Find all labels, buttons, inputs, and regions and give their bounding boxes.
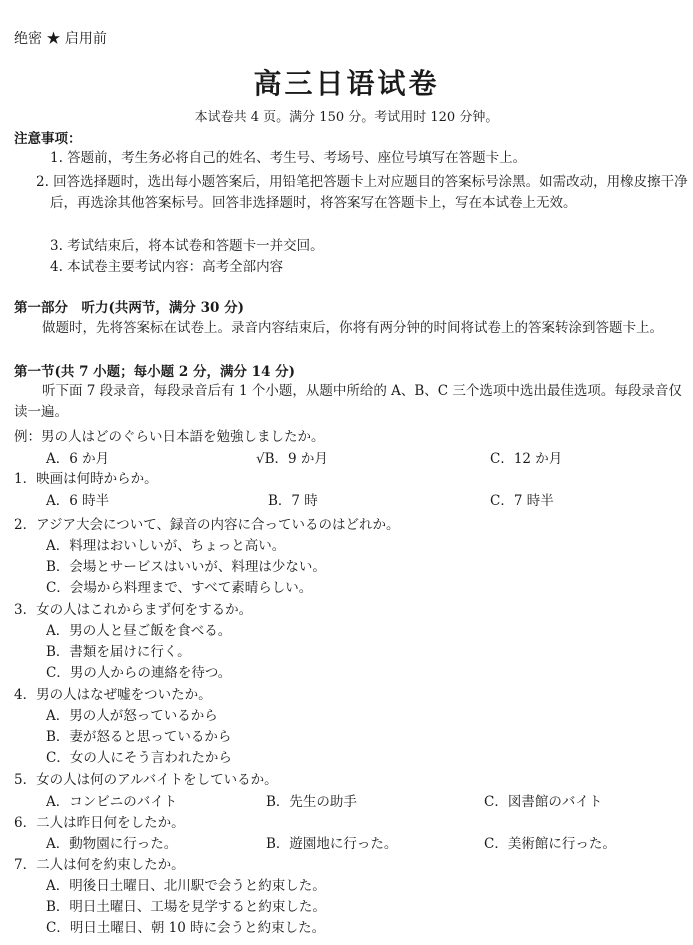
option-6c: C．美術館に行った。 (484, 836, 616, 852)
example-option-c: C．12 か月 (490, 451, 563, 467)
option-3a: A．男の人と昼ご飯を食べる。 (46, 623, 232, 639)
option-2a: A．料理はおいしいが、ちょっと高い。 (46, 538, 286, 554)
section1-instruction: 听下面 7 段录音，每段录音后有 1 个小题，从题中所给的 A、B、C 三个选项中选出最佳选项。每段录音仅读一遍。 (14, 383, 682, 420)
secrecy-label: 绝密 ★ 启用前 (14, 31, 107, 47)
option-3b: B．書類を届けに行く。 (46, 644, 191, 660)
option-4b: B．妻が怒ると思っているから (46, 729, 232, 745)
option-2c: C．会場から料理まで、すべて素晴らしい。 (46, 580, 313, 596)
option-5b: B．先生の助手 (266, 794, 357, 810)
question-1: 1．映画は何時からか。 (14, 471, 158, 487)
option-1b: B．7 時 (268, 493, 318, 509)
part1-heading: 第一部分 听力(共两节，满分 30 分) (14, 300, 244, 316)
option-7a: A．明後日土曜日、北川駅で会うと約束した。 (46, 878, 326, 894)
notice-item: 3. 考试结束后，将本试卷和答题卡一并交回。 (50, 238, 324, 254)
notice-item: 4. 本试卷主要考试内容：高考全部内容 (50, 259, 284, 275)
exam-title: 高三日语试卷 (253, 67, 440, 100)
question-5: 5．女の人は何のアルバイトをしているか。 (14, 772, 278, 788)
section1-heading: 第一节(共 7 小题；每小题 2 分，满分 14 分) (14, 364, 296, 380)
question-4: 4．男の人はなぜ嘘をついたか。 (14, 687, 212, 703)
option-2b: B．会場とサービスはいいが、料理は少ない。 (46, 559, 326, 575)
option-5a: A．コンビニのバイト (46, 794, 178, 810)
option-4c: C．女の人にそう言われたから (46, 750, 232, 766)
example-question: 例：男の人はどのぐらい日本語を勉強しましたか。 (14, 429, 325, 445)
option-7c: C．明日土曜日、朝 10 時に会うと約束した。 (46, 920, 326, 936)
example-option-b: √B．9 か月 (256, 451, 328, 467)
notice-item: 1. 答题前，考生务必将自己的姓名、考生号、考场号、座位号填写在答题卡上。 (50, 150, 527, 166)
option-1a: A．6 時半 (46, 493, 110, 509)
option-5c: C．図書館のバイト (484, 794, 603, 810)
question-6: 6．二人は昨日何をしたか。 (14, 815, 185, 831)
question-7: 7．二人は何を約束したか。 (14, 857, 185, 873)
notice-item: 2. 回答选择题时，选出每小题答案后，用铅笔把答题卡上对应题目的答案标号涂黑。如需改动，用橡皮擦干净后，再选涂其他答案标号。回答非选择题时，将答案写在答题卡上，写在本试卷上无效。 (36, 174, 688, 211)
question-2: 2．アジア大会について、録音の内容に合っているのはどれか。 (14, 517, 400, 533)
example-option-a: A．6 か月 (46, 451, 110, 467)
exam-subtitle: 本试卷共 4 页。满分 150 分。考试用时 120 分钟。 (194, 110, 499, 125)
option-7b: B．明日土曜日、工場を見学すると約束した。 (46, 899, 326, 915)
option-3c: C．男の人からの連絡を待つ。 (46, 665, 232, 681)
option-6a: A．動物園に行った。 (46, 836, 178, 852)
notice-heading: 注意事项： (14, 131, 82, 147)
part1-instruction: 做题时，先将答案标在试卷上。录音内容结束后，你将有两分钟的时间将试卷上的答案转涂到答题卡上。 (42, 320, 663, 336)
option-4a: A．男の人が怒っているから (46, 708, 218, 724)
option-6b: B．遊園地に行った。 (266, 836, 398, 852)
option-1c: C．7 時半 (490, 493, 554, 509)
question-3: 3．女の人はこれからまず何をするか。 (14, 602, 253, 618)
